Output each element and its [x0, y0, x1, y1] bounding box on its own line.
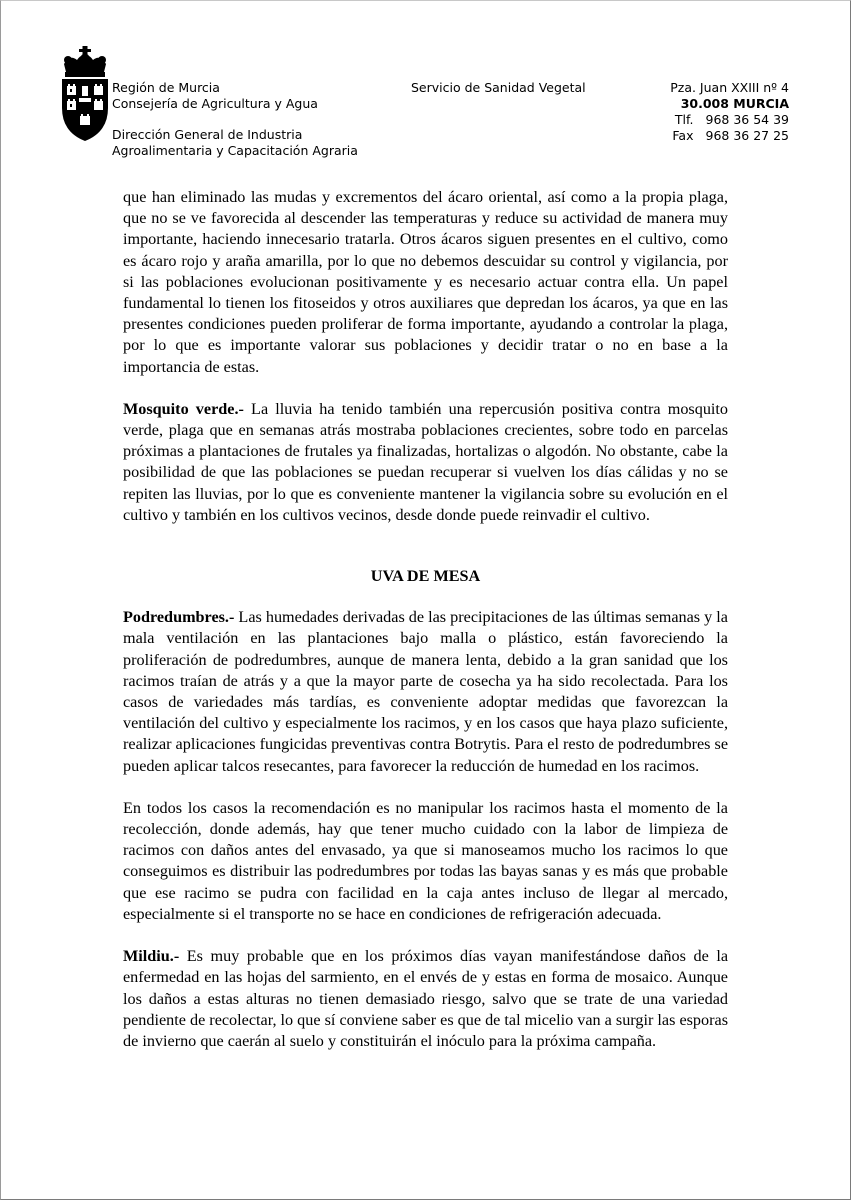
term-podredumbres: Podredumbres.-	[123, 608, 235, 627]
letterhead	[0, 0, 851, 170]
term-mildiu: Mildiu.-	[123, 947, 180, 966]
phone-number: 968 36 54 39	[705, 112, 789, 127]
paragraph-mosquito-verde	[123, 399, 728, 526]
fax-row	[670, 128, 789, 144]
text-mildiu: Es muy probable que en los próximos días vayan manifestándose daños de la enfermedad en las hojas del sarmiento, en el envés de y estas en forma de mosaico. Aunque los daños a estas alturas no tienen demasiado riesgo, salvo que se trate de una variedad pendiente de recolectar, lo que sí conviene saber es que de tal micelio van a surgir las esporas de invierno que caerán al suelo y constituirán el inóculo para la próxima campaña.	[123, 947, 728, 1050]
org-directorate-line2: Agroalimentaria y Capacitación Agraria	[112, 143, 358, 158]
paragraph-mildiu	[123, 946, 728, 1052]
organization-block	[112, 80, 358, 159]
region-de-murcia-crest-icon	[60, 46, 110, 142]
phone-label: Tlf.	[674, 112, 694, 127]
service-name: Servicio de Sanidad Vegetal	[411, 80, 586, 95]
term-mosquito-verde: Mosquito verde.-	[123, 399, 244, 418]
text-podredumbres: Las humedades derivadas de las precipitaciones de las últimas semanas y la mala ventilación en las plantaciones bajo malla o plástico, están favoreciendo la proliferación de podredumbres, aunque de manera lenta, debido a la gran sanidad que los racimos traían de atrás y a que la mayor parte de cosecha ya ha sido recolectada. Para los casos de variedades más tardías, es conveniente adoptar medidas que favorezcan la ventilación del cultivo y especialmente los racimos, y en los casos que haya plazo suficiente, realizar aplicaciones fungicidas preventivas contra Botrytis. Para el resto de podredumbres se pueden aplicar talcos resecantes, para favorecer la reducción de humedad en los racimos.	[123, 608, 729, 775]
paragraph-recomendacion: En todos los casos la recomendación es no manipular los racimos hasta el momento de la recolección, donde además, hay que tener mucho cuidado con la labor de limpieza de racimos con daños antes del envasado, ya que si manoseamos mucho los racimos lo que conseguimos es distribuir las podredumbres por todas las bayas sanas y es más que probable que ese racimo se pudra con facilidad en la caja antes incluso de llegar al mercado, especialmente si el transporte no se hace en condiciones de refrigeración adecuada.	[123, 798, 728, 923]
org-directorate-line1: Dirección General de Industria	[112, 127, 303, 142]
document-body	[123, 187, 728, 1052]
section-heading-uva-de-mesa: UVA DE MESA	[370, 567, 481, 586]
paragraph-acaros: que han eliminado las mudas y excrementos del ácaro oriental, así como a la propia plaga, que no se ve favorecida al descender las temperaturas y reduce su actividad de manera muy importante, haciendo innecesario tratarla. Otros ácaros siguen presentes en el cultivo, como es ácaro rojo y araña amarilla, por lo que no debemos descuidar su control y vigilancia, por si las poblaciones evolucionan positivamente y es necesario actuar contra ella. Un papel fundamental lo tienen los fitoseidos y otros auxiliares que depredan los ácaros, ya que en las presentes condiciones pueden proliferar de forma importante, ayudando a controlar la plaga, por lo que es importante valorar sus poblaciones y decidir tratar o no en base a la importancia de estas.	[123, 188, 728, 376]
address-street: Pza. Juan XXIII nº 4	[670, 80, 789, 95]
fax-label: Fax	[672, 128, 694, 143]
fax-number: 968 36 27 25	[705, 128, 789, 143]
org-department: Consejería de Agricultura y Agua	[112, 96, 318, 111]
text-mosquito-verde: La lluvia ha tenido también una repercusión positiva contra mosquito verde, plaga que en semanas atrás mostraba poblaciones crecientes, sobre todo en parcelas próximas a plantaciones de frutales ya finalizadas, hortalizas o algodón. No obstante, cabe la posibilidad de que las poblaciones se puedan recuperar si vuelven los días cálidas y no se repiten las lluvias, por lo que es conveniente mantener la vigilancia sobre su evolución en el cultivo y también en los cultivos vecinos, desde donde puede reinvadir el cultivo.	[123, 399, 729, 524]
org-region: Región de Murcia	[112, 80, 220, 95]
address-city: 30.008 MURCIA	[680, 96, 789, 111]
address-block	[670, 80, 789, 144]
phone-row	[670, 112, 789, 128]
paragraph-podredumbres	[123, 607, 728, 777]
